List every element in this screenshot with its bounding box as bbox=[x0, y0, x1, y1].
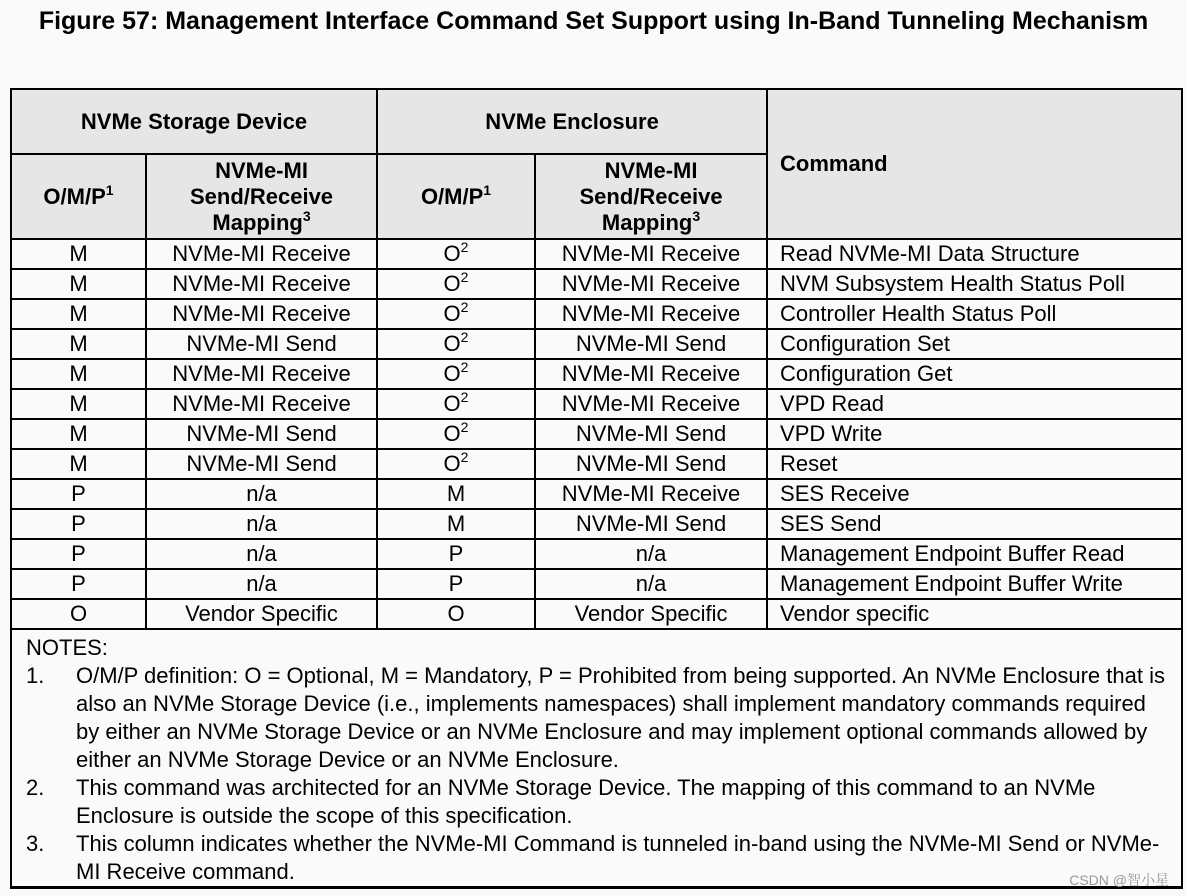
sd-mapping: NVMe-MI Send bbox=[146, 419, 377, 449]
sd-mapping: n/a bbox=[146, 479, 377, 509]
note-text: O/M/P definition: O = Optional, M = Mandatory, P = Prohibited from being supported. An NVMe Enclosure that is also an NVMe Storage Device (i.e., implements namespaces) shall implement mandatory commands required by either an NVMe Storage Device or an NVMe Enclosure and may implement optional commands allowed by either an NVMe Storage Device or an NVMe Enclosure. bbox=[76, 663, 1165, 772]
command: NVM Subsystem Health Status Poll bbox=[767, 269, 1182, 299]
notes-heading: NOTES: bbox=[26, 635, 108, 660]
header-storage-device: NVMe Storage Device bbox=[11, 89, 377, 154]
command: SES Receive bbox=[767, 479, 1182, 509]
sd-mapping: NVMe-MI Send bbox=[146, 449, 377, 479]
command: VPD Write bbox=[767, 419, 1182, 449]
en-mapping: NVMe-MI Receive bbox=[535, 269, 767, 299]
table-row bbox=[11, 359, 1182, 389]
header-sd-mapping: NVMe-MI Send/Receive Mapping$^3$ bbox=[146, 154, 377, 239]
sd-omp: M bbox=[11, 389, 146, 419]
sd-mapping: NVMe-MI Receive bbox=[146, 359, 377, 389]
command: SES Send bbox=[767, 509, 1182, 539]
en-omp: $O^2$ bbox=[377, 299, 535, 329]
command: Configuration Get bbox=[767, 359, 1182, 389]
note-text: This command was architected for an NVMe Storage Device. The mapping of this command to an NVMe Enclosure is outside the scope of this specification. bbox=[76, 775, 1096, 828]
sd-omp: M bbox=[11, 329, 146, 359]
command: Read NVMe-MI Data Structure bbox=[767, 239, 1182, 269]
table-row bbox=[11, 419, 1182, 449]
en-mapping: n/a bbox=[535, 569, 767, 599]
sd-mapping: Vendor Specific bbox=[146, 599, 377, 629]
note-number: 2. bbox=[26, 775, 45, 800]
en-omp: $O^2$ bbox=[377, 419, 535, 449]
en-mapping: NVMe-MI Receive bbox=[535, 299, 767, 329]
en-omp: $O^2$ bbox=[377, 389, 535, 419]
sd-omp: P bbox=[11, 569, 146, 599]
en-omp: M bbox=[377, 509, 535, 539]
en-mapping: NVMe-MI Send bbox=[535, 329, 767, 359]
note-item bbox=[26, 830, 1171, 886]
en-omp: P bbox=[377, 539, 535, 569]
en-omp: $O^2$ bbox=[377, 269, 535, 299]
sd-mapping: NVMe-MI Receive bbox=[146, 389, 377, 419]
table-row bbox=[11, 599, 1182, 629]
sd-mapping: NVMe-MI Receive bbox=[146, 269, 377, 299]
table-row bbox=[11, 449, 1182, 479]
header-en-omp: $O/M/P^1$ bbox=[377, 154, 535, 239]
en-omp: $O^2$ bbox=[377, 359, 535, 389]
sd-omp: M bbox=[11, 299, 146, 329]
en-omp: $O^2$ bbox=[377, 239, 535, 269]
sd-omp: P bbox=[11, 509, 146, 539]
en-omp: $O^2$ bbox=[377, 449, 535, 479]
table-row bbox=[11, 509, 1182, 539]
table-row bbox=[11, 389, 1182, 419]
table-row bbox=[11, 329, 1182, 359]
en-mapping: Vendor Specific bbox=[535, 599, 767, 629]
header-sd-omp: $O/M/P^1$ bbox=[11, 154, 146, 239]
sd-mapping: n/a bbox=[146, 509, 377, 539]
en-omp: P bbox=[377, 569, 535, 599]
en-mapping: NVMe-MI Receive bbox=[535, 239, 767, 269]
header-command: Command bbox=[767, 89, 1182, 239]
sd-omp: P bbox=[11, 479, 146, 509]
figure-title: Figure 57: Management Interface Command Set Support using In-Band Tunneling Mechanism bbox=[38, 7, 1149, 35]
table-row bbox=[11, 569, 1182, 599]
en-mapping: NVMe-MI Send bbox=[535, 419, 767, 449]
note-number: 3. bbox=[26, 831, 45, 856]
sd-omp: O bbox=[11, 599, 146, 629]
en-omp: O bbox=[377, 599, 535, 629]
sd-mapping: NVMe-MI Receive bbox=[146, 239, 377, 269]
sd-mapping: n/a bbox=[146, 539, 377, 569]
header-en-mapping: NVMe-MI Send/Receive Mapping$^3$ bbox=[535, 154, 767, 239]
sd-mapping: NVMe-MI Receive bbox=[146, 299, 377, 329]
command: Reset bbox=[767, 449, 1182, 479]
command-set-table bbox=[10, 88, 1183, 889]
command: Vendor specific bbox=[767, 599, 1182, 629]
en-mapping: NVMe-MI Receive bbox=[535, 359, 767, 389]
note-number: 1. bbox=[26, 663, 45, 688]
command: Configuration Set bbox=[767, 329, 1182, 359]
sd-omp: M bbox=[11, 419, 146, 449]
sd-omp: M bbox=[11, 269, 146, 299]
table-row bbox=[11, 269, 1182, 299]
note-item bbox=[26, 662, 1171, 774]
sd-omp: M bbox=[11, 359, 146, 389]
note-item bbox=[26, 774, 1171, 830]
sd-omp: M bbox=[11, 239, 146, 269]
en-mapping: NVMe-MI Receive bbox=[535, 479, 767, 509]
en-mapping: n/a bbox=[535, 539, 767, 569]
header-enclosure: NVMe Enclosure bbox=[377, 89, 767, 154]
en-omp: $O^2$ bbox=[377, 329, 535, 359]
table-row bbox=[11, 539, 1182, 569]
en-mapping: NVMe-MI Send bbox=[535, 509, 767, 539]
sd-mapping: n/a bbox=[146, 569, 377, 599]
sd-mapping: NVMe-MI Send bbox=[146, 329, 377, 359]
en-omp: M bbox=[377, 479, 535, 509]
notes bbox=[11, 629, 1182, 888]
watermark: CSDN @智小星 bbox=[1069, 872, 1169, 888]
command: Management Endpoint Buffer Write bbox=[767, 569, 1182, 599]
table-row bbox=[11, 479, 1182, 509]
sd-omp: M bbox=[11, 449, 146, 479]
command: Management Endpoint Buffer Read bbox=[767, 539, 1182, 569]
note-text: This column indicates whether the NVMe-MI Command is tunneled in-band using the NVMe-MI Send or NVMe-MI Receive command. bbox=[76, 831, 1160, 884]
table-row bbox=[11, 239, 1182, 269]
command: Controller Health Status Poll bbox=[767, 299, 1182, 329]
sd-omp: P bbox=[11, 539, 146, 569]
en-mapping: NVMe-MI Receive bbox=[535, 389, 767, 419]
en-mapping: NVMe-MI Send bbox=[535, 449, 767, 479]
command: VPD Read bbox=[767, 389, 1182, 419]
table-row bbox=[11, 299, 1182, 329]
